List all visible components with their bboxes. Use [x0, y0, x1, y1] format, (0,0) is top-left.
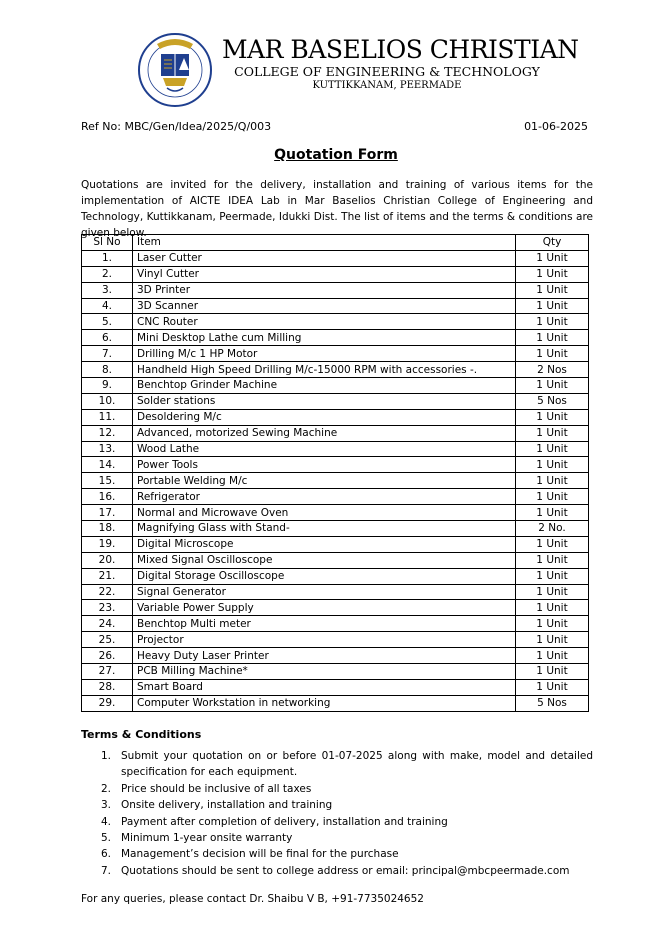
terms-item — [101, 797, 593, 813]
row-sl-no: 4. — [82, 298, 133, 314]
terms-item-text: Onsite delivery, installation and training — [121, 799, 333, 812]
row-sl-no: 16. — [82, 489, 133, 505]
document-date: 01-06-2025 — [524, 120, 588, 133]
title-text: Quotation Form — [274, 147, 398, 163]
row-item: Vinyl Cutter — [133, 266, 516, 282]
row-sl-no: 7. — [82, 346, 133, 362]
items-table — [81, 234, 589, 712]
row-sl-no: 19. — [82, 536, 133, 552]
row-item: 3D Scanner — [133, 298, 516, 314]
row-item: Digital Microscope — [133, 536, 516, 552]
college-emblem-icon — [135, 30, 215, 108]
row-sl-no: 14. — [82, 457, 133, 473]
row-qty: 1 Unit — [516, 266, 589, 282]
table-row — [82, 457, 589, 473]
row-qty: 1 Unit — [516, 632, 589, 648]
table-row — [82, 330, 589, 346]
header-item: Item — [133, 235, 516, 251]
table-row — [82, 378, 589, 394]
table-row — [82, 648, 589, 664]
row-sl-no: 12. — [82, 425, 133, 441]
reference-number: Ref No: MBC/Gen/Idea/2025/Q/003 — [81, 120, 272, 133]
row-qty: 1 Unit — [516, 250, 589, 266]
row-item: Laser Cutter — [133, 250, 516, 266]
table-body — [82, 250, 589, 711]
terms-item-text: Payment after completion of delivery, installation and training — [121, 815, 448, 828]
table-row — [82, 521, 589, 537]
row-item: Heavy Duty Laser Printer — [133, 648, 516, 664]
terms-item-number: 2. — [101, 782, 112, 795]
table-row — [82, 552, 589, 568]
table-row — [82, 505, 589, 521]
row-qty: 1 Unit — [516, 425, 589, 441]
table-header-row — [82, 235, 589, 251]
terms-list — [101, 748, 593, 879]
row-sl-no: 23. — [82, 600, 133, 616]
row-item: Magnifying Glass with Stand- — [133, 521, 516, 537]
row-qty: 1 Unit — [516, 314, 589, 330]
row-item: Refrigerator — [133, 489, 516, 505]
terms-item — [101, 846, 593, 862]
row-sl-no: 20. — [82, 552, 133, 568]
row-item: Variable Power Supply — [133, 600, 516, 616]
row-sl-no: 25. — [82, 632, 133, 648]
row-sl-no: 24. — [82, 616, 133, 632]
terms-item — [101, 863, 593, 879]
row-qty: 1 Unit — [516, 552, 589, 568]
row-qty: 1 Unit — [516, 282, 589, 298]
row-qty: 1 Unit — [516, 409, 589, 425]
row-qty: 1 Unit — [516, 584, 589, 600]
terms-item-number: 4. — [101, 815, 112, 828]
row-sl-no: 8. — [82, 362, 133, 378]
table-row — [82, 664, 589, 680]
row-qty: 1 Unit — [516, 536, 589, 552]
header-qty: Qty — [516, 235, 589, 251]
row-qty: 1 Unit — [516, 330, 589, 346]
terms-item-text: Quotations should be sent to college address or email: principal@mbcpeermade.com — [121, 864, 570, 877]
letterhead — [0, 26, 672, 106]
row-item: Benchtop Grinder Machine — [133, 378, 516, 394]
terms-item — [101, 814, 593, 830]
row-sl-no: 5. — [82, 314, 133, 330]
row-qty: 1 Unit — [516, 457, 589, 473]
row-item: Drilling M/c 1 HP Motor — [133, 346, 516, 362]
row-qty: 5 Nos — [516, 393, 589, 409]
row-item: Projector — [133, 632, 516, 648]
row-qty: 1 Unit — [516, 441, 589, 457]
row-item: Wood Lathe — [133, 441, 516, 457]
contact-line: For any queries, please contact Dr. Shaibu V B, +91-7735024652 — [81, 893, 424, 905]
table-row — [82, 250, 589, 266]
terms-item-number: 1. — [101, 750, 112, 762]
row-sl-no: 22. — [82, 584, 133, 600]
row-item: Normal and Microwave Oven — [133, 505, 516, 521]
row-qty: 1 Unit — [516, 505, 589, 521]
table-row — [82, 393, 589, 409]
row-qty: 5 Nos — [516, 695, 589, 711]
terms-item-text: Price should be inclusive of all taxes — [121, 782, 312, 795]
row-sl-no: 29. — [82, 695, 133, 711]
table-row — [82, 489, 589, 505]
terms-heading: Terms & Conditions — [81, 728, 202, 741]
row-item: CNC Router — [133, 314, 516, 330]
table-row — [82, 441, 589, 457]
college-location: KUTTIKKANAM, PEERMADE — [312, 80, 462, 91]
row-item: Portable Welding M/c — [133, 473, 516, 489]
row-sl-no: 3. — [82, 282, 133, 298]
table-row — [82, 695, 589, 711]
row-item: Smart Board — [133, 679, 516, 695]
row-item: Digital Storage Oscilloscope — [133, 568, 516, 584]
row-item: PCB Milling Machine* — [133, 664, 516, 680]
row-qty: 1 Unit — [516, 648, 589, 664]
row-qty: 1 Unit — [516, 600, 589, 616]
table-row — [82, 266, 589, 282]
terms-item-text: Submit your quotation on or before 01-07-2025 along with make, model and detailed specification for each equipment. — [121, 750, 593, 779]
table-row — [82, 584, 589, 600]
table-row — [82, 600, 589, 616]
terms-item-number: 7. — [101, 864, 112, 877]
row-item: Computer Workstation in networking — [133, 695, 516, 711]
intro-paragraph: Quotations are invited for the delivery, installation and training of various items for the implementation of AICTE IDEA Lab in Mar Baselios Christian College of Engineering and Technology, Kuttikkanam, Peermade, Idukki Dist. The list of items and the terms & conditions are given below. — [81, 179, 593, 239]
row-qty: 1 Unit — [516, 298, 589, 314]
row-sl-no: 10. — [82, 393, 133, 409]
row-qty: 2 No. — [516, 521, 589, 537]
row-item: Mini Desktop Lathe cum Milling — [133, 330, 516, 346]
row-sl-no: 28. — [82, 679, 133, 695]
table-row — [82, 679, 589, 695]
row-sl-no: 11. — [82, 409, 133, 425]
row-item: Advanced, motorized Sewing Machine — [133, 425, 516, 441]
row-item: Power Tools — [133, 457, 516, 473]
row-sl-no: 1. — [82, 250, 133, 266]
row-qty: 1 Unit — [516, 346, 589, 362]
row-item: Desoldering M/c — [133, 409, 516, 425]
table-row — [82, 616, 589, 632]
row-sl-no: 17. — [82, 505, 133, 521]
row-item: Mixed Signal Oscilloscope — [133, 552, 516, 568]
row-sl-no: 15. — [82, 473, 133, 489]
terms-item-number: 5. — [101, 832, 112, 845]
terms-item-text: Minimum 1-year onsite warranty — [121, 832, 293, 845]
row-sl-no: 6. — [82, 330, 133, 346]
table-row — [82, 536, 589, 552]
terms-item — [101, 748, 593, 781]
document-title — [0, 147, 672, 163]
terms-item-number: 3. — [101, 799, 112, 812]
terms-item-text: Management’s decision will be final for the purchase — [121, 848, 399, 861]
table-row — [82, 632, 589, 648]
row-qty: 2 Nos — [516, 362, 589, 378]
row-sl-no: 18. — [82, 521, 133, 537]
row-sl-no: 21. — [82, 568, 133, 584]
row-item: Benchtop Multi meter — [133, 616, 516, 632]
row-qty: 1 Unit — [516, 679, 589, 695]
row-sl-no: 2. — [82, 266, 133, 282]
table-row — [82, 314, 589, 330]
table-row — [82, 362, 589, 378]
row-qty: 1 Unit — [516, 568, 589, 584]
row-sl-no: 27. — [82, 664, 133, 680]
row-sl-no: 9. — [82, 378, 133, 394]
row-qty: 1 Unit — [516, 616, 589, 632]
row-sl-no: 26. — [82, 648, 133, 664]
row-sl-no: 13. — [82, 441, 133, 457]
table-row — [82, 346, 589, 362]
table-row — [82, 425, 589, 441]
table-row — [82, 298, 589, 314]
header-sl-no: Sl No — [82, 235, 133, 251]
table-row — [82, 282, 589, 298]
row-qty: 1 Unit — [516, 664, 589, 680]
terms-item — [101, 781, 593, 797]
row-item: Handheld High Speed Drilling M/c-15000 RPM with accessories -. — [133, 362, 516, 378]
row-item: Signal Generator — [133, 584, 516, 600]
row-qty: 1 Unit — [516, 378, 589, 394]
table-row — [82, 409, 589, 425]
terms-item — [101, 830, 593, 846]
row-qty: 1 Unit — [516, 489, 589, 505]
college-subtitle: COLLEGE OF ENGINEERING & TECHNOLOGY — [234, 64, 540, 79]
row-item: 3D Printer — [133, 282, 516, 298]
row-qty: 1 Unit — [516, 473, 589, 489]
terms-item-number: 6. — [101, 848, 112, 861]
row-item: Solder stations — [133, 393, 516, 409]
table-row — [82, 473, 589, 489]
college-name: MAR BASELIOS CHRISTIAN — [222, 35, 579, 64]
table-row — [82, 568, 589, 584]
